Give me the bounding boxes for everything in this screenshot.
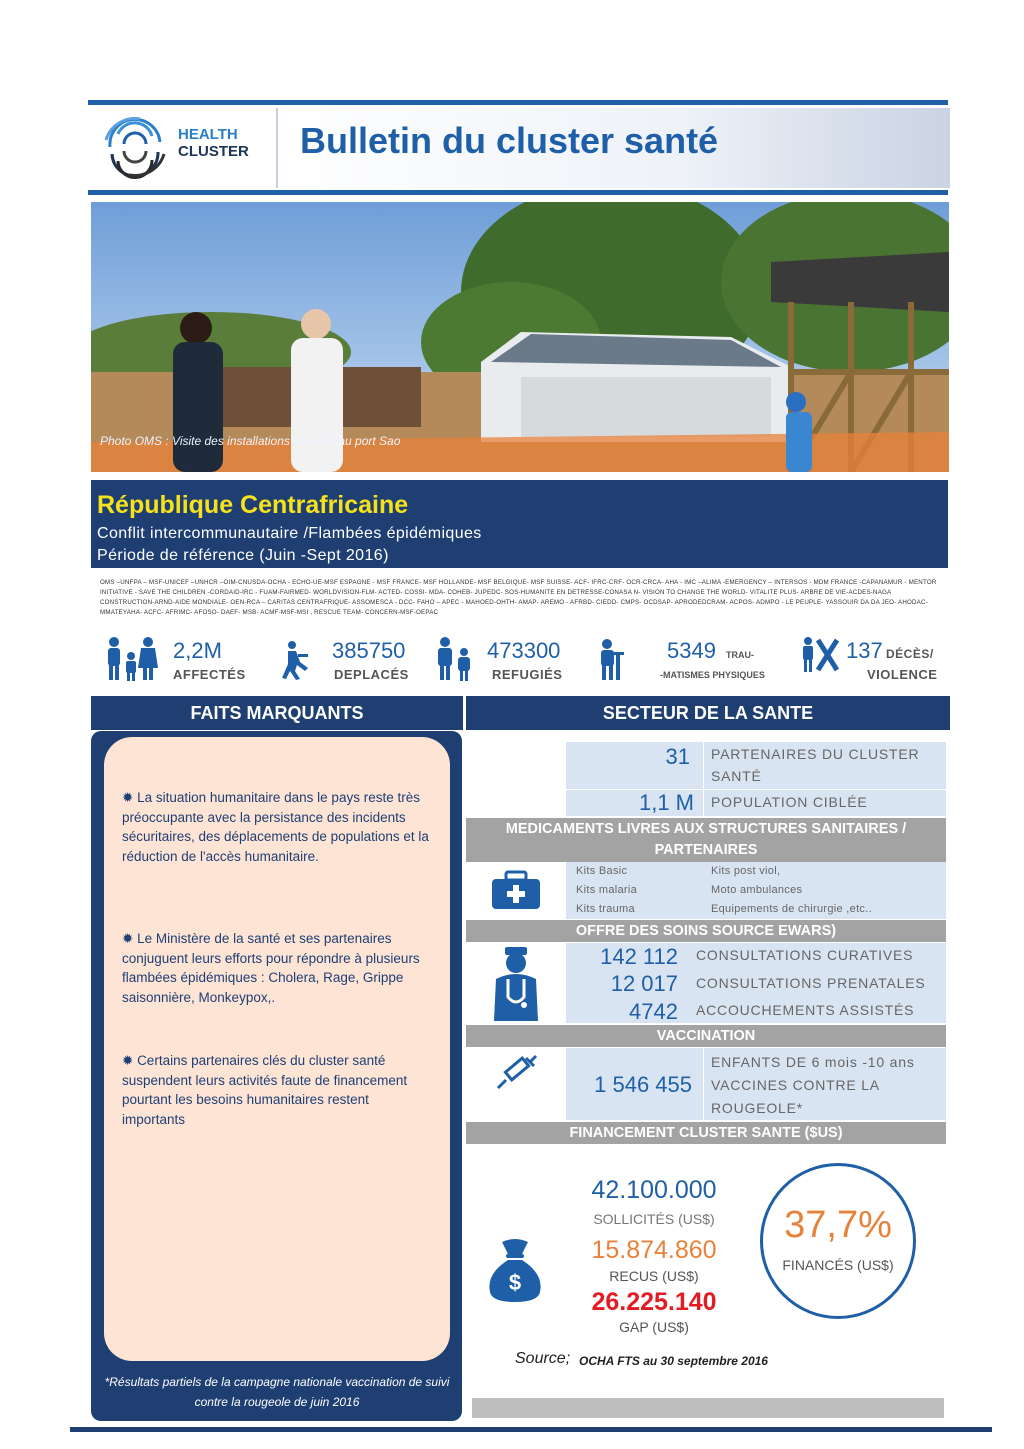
health-sector-header: SECTEUR DE LA SANTE bbox=[466, 696, 950, 730]
stat-displaced-value: 385750 bbox=[332, 638, 406, 663]
assisted-deliveries-value: 4742 bbox=[629, 999, 678, 1024]
prenatal-consultations-value: 12 017 bbox=[610, 971, 678, 996]
funded-percent-label: FINANCÉS (US$) bbox=[782, 1257, 894, 1273]
assisted-deliveries-label: ACCOUCHEMENTS ASSISTÉS bbox=[696, 1002, 915, 1018]
logo-line-1: HEALTH bbox=[178, 126, 238, 143]
logo-line-2: CLUSTER bbox=[178, 143, 249, 160]
vaccination-label-2: VACCINES CONTRE LA bbox=[711, 1077, 880, 1093]
field-photo-illustration bbox=[91, 202, 949, 472]
source-prefix: Source; bbox=[515, 1350, 571, 1367]
medicines-title-2: PARTENAIRES bbox=[654, 842, 758, 858]
kit-item: Kits malaria bbox=[576, 884, 638, 896]
stat-deaths-label-a: DÉCÈS/ bbox=[886, 647, 934, 661]
kit-item: Moto ambulances bbox=[711, 884, 803, 896]
highlight-item bbox=[122, 788, 434, 866]
footer-rule bbox=[70, 1427, 992, 1432]
funding-gap-label: GAP (US$) bbox=[619, 1319, 689, 1335]
vaccination-band: VACCINATION bbox=[466, 1025, 946, 1047]
header-bottom-rule bbox=[88, 190, 948, 195]
partners-label-2: SANTÉ bbox=[711, 768, 762, 784]
received-funding-value: 15.874.860 bbox=[591, 1236, 717, 1264]
funded-percent-value: 37,7% bbox=[784, 1204, 892, 1246]
target-population-value: 1,1 M bbox=[638, 790, 694, 815]
received-funding-label: RECUS (US$) bbox=[609, 1268, 699, 1284]
prenatal-consultations-label: CONSULTATIONS PRENATALES bbox=[696, 975, 926, 991]
funding-gap-value: 26.225.140 bbox=[591, 1288, 717, 1316]
kit-item: Equipements de chirurgie ,etc.. bbox=[711, 903, 872, 915]
kit-item: Kits trauma bbox=[576, 903, 635, 915]
country-name: République Centrafricaine bbox=[97, 491, 409, 519]
footer-gray-bar bbox=[472, 1398, 944, 1418]
bullet-icon: ✹ bbox=[122, 1053, 138, 1068]
photo-caption: Photo OMS : Visite des installations de MSF au port Sao bbox=[100, 434, 401, 448]
footnote-star: * bbox=[104, 1375, 110, 1389]
source-text: OCHA FTS au 30 septembre 2016 bbox=[579, 1354, 768, 1368]
refugee-icon bbox=[434, 636, 474, 682]
kit-item: Kits Basic bbox=[576, 865, 628, 877]
stat-affected-value: 2,2M bbox=[173, 638, 222, 663]
stat-affected-label: AFFECTÉS bbox=[173, 667, 246, 682]
target-population-label: POPULATION CIBLÉE bbox=[711, 794, 868, 810]
col-divider bbox=[703, 742, 704, 816]
stat-refugees-label: REFUGIÉS bbox=[492, 667, 563, 682]
stat-deaths-value: 137 bbox=[846, 638, 883, 663]
header-top-rule bbox=[88, 100, 948, 105]
requested-funding-value: 42.100.000 bbox=[591, 1176, 717, 1204]
highlight-item bbox=[122, 929, 434, 1007]
highlights-header: FAITS MARQUANTS bbox=[91, 696, 463, 730]
deaths-icon bbox=[800, 636, 840, 674]
globe-swirl-icon bbox=[100, 114, 170, 180]
medical-kit-icon bbox=[490, 870, 542, 910]
highlight-text: Certains partenaires clés du cluster santé suspendent leurs activités faute de financement pourtant les besoins humanitaires restent importants bbox=[122, 1053, 408, 1127]
highlight-item bbox=[122, 1051, 434, 1129]
partners-count: 31 bbox=[665, 744, 690, 769]
highlight-text: La situation humanitaire dans le pays reste très préoccupante avec la persistance des incidents sécuritaires, des déplacements de populations et la réduction de l'accès humanitaire. bbox=[122, 790, 429, 864]
curative-consultations-value: 142 112 bbox=[600, 944, 678, 969]
stat-displaced-label: DEPLACÉS bbox=[334, 667, 409, 682]
bulletin-title: Bulletin du cluster santé bbox=[300, 120, 719, 161]
logo-wordmark bbox=[178, 126, 249, 160]
footnote-text: Résultats partiels de la campagne nationale vaccination de suivi contre la rougeole de juin 2016 bbox=[109, 1375, 450, 1409]
svg-text:$: $ bbox=[508, 1270, 522, 1295]
syringe-icon bbox=[494, 1054, 538, 1092]
bullet-icon: ✹ bbox=[122, 790, 138, 805]
care-offer-band: OFFRE DES SOINS SOURCE EWARS) bbox=[466, 920, 946, 942]
highlight-text: Le Ministère de la santé et ses partenaires conjuguent leurs efforts pour répondre à plusieurs flambées épidémiques : Cholera, Rage, Grippe saisonnière, Monkeypox,. bbox=[122, 931, 420, 1005]
vaccination-label-1: ENFANTS DE 6 mois -10 ans bbox=[711, 1054, 915, 1070]
bullet-icon: ✹ bbox=[122, 931, 138, 946]
stat-refugees-value: 473300 bbox=[487, 638, 561, 663]
stat-trauma-label-a: TRAU- bbox=[726, 650, 754, 660]
stat-deaths-label-b: VIOLENCE bbox=[867, 667, 938, 682]
stat-trauma-label-b: -MATISMES PHYSIQUES bbox=[660, 670, 765, 680]
col-divider bbox=[703, 1048, 704, 1120]
medicines-band bbox=[466, 818, 946, 862]
partners-list: OMS –UNFPA – MSF-UNICEF –UNHCR –OIM-CNUSDA-OCHA - ECHO-UE-MSF ESPAGNE - MSF FRANCE- MSF HOLLANDE- MSF BELGIQUE- MSF SUISSE- ACF- IFRC-CRF- OCR-CRCA- AHA - IMC –ALIMA -EMERGENCY – INTERSOS - MDM FRANCE -CAPANAMUR - MENTOR INITIATIVE - SAVE THE CHILDREN -CORDAID-IRC - FUAM-FAIRMED- WORLDVISION-FLM- ACTED- COSSI- MDA- COHEB- JUPEDC- SOS-HUMANITE EN DETRESSE-CONASA N- VISION TO CHANGE THE WORLD- VITALITE PLUS- ARBRE DE VIE-ACDES-NAGA CONSTRUCTION-ARND-AIDE MONDIALE- OEN-RCA – CARITAS CENTRAFRIQUE- ASSOMESCA - DCC- FAHO – APEC - MAHOED-OHTH- AMAP- AREMO - AFRBD- CIEDD- CMPS- OCDSAP- APRODEDCRAM- ACPOS- ADMPO - LE PEUPLE- YASSOUIR DA DA JEO- AHODAC- MMATEYAHA- ACFC- AFRIMC- AFOSO- DAEF- MSB- ACMF-MSF-MSI , RESCUE TEAM- CONCERN-MSF-OEPAC bbox=[100, 579, 937, 616]
field-photo bbox=[91, 202, 949, 472]
stat-trauma-value: 5349 bbox=[667, 638, 716, 663]
money-bag-icon bbox=[486, 1238, 544, 1302]
vaccination-footnote bbox=[104, 1372, 450, 1412]
vaccination-label-3: ROUGEOLE* bbox=[711, 1100, 803, 1116]
injured-person-icon bbox=[598, 638, 628, 680]
displaced-person-icon bbox=[276, 640, 316, 680]
medicines-title-1: MEDICAMENTS LIVRES AUX STRUCTURES SANITAIRES / bbox=[505, 821, 907, 837]
kit-item: Kits post viol, bbox=[711, 865, 781, 877]
curative-consultations-label: CONSULTATIONS CURATIVES bbox=[696, 947, 914, 963]
vaccinated-children-value: 1 546 455 bbox=[594, 1072, 692, 1097]
funding-band: FINANCEMENT CLUSTER SANTE ($US) bbox=[466, 1122, 946, 1144]
doctor-icon bbox=[490, 945, 542, 1021]
reference-period: Période de référence (Juin -Sept 2016) bbox=[97, 547, 389, 564]
family-icon bbox=[104, 636, 158, 682]
requested-funding-label: SOLLICITÉS (US$) bbox=[593, 1211, 715, 1227]
partners-label-1: PARTENAIRES DU CLUSTER bbox=[711, 746, 920, 762]
crisis-type: Conflit intercommunautaire /Flambées épidémiques bbox=[97, 525, 482, 542]
